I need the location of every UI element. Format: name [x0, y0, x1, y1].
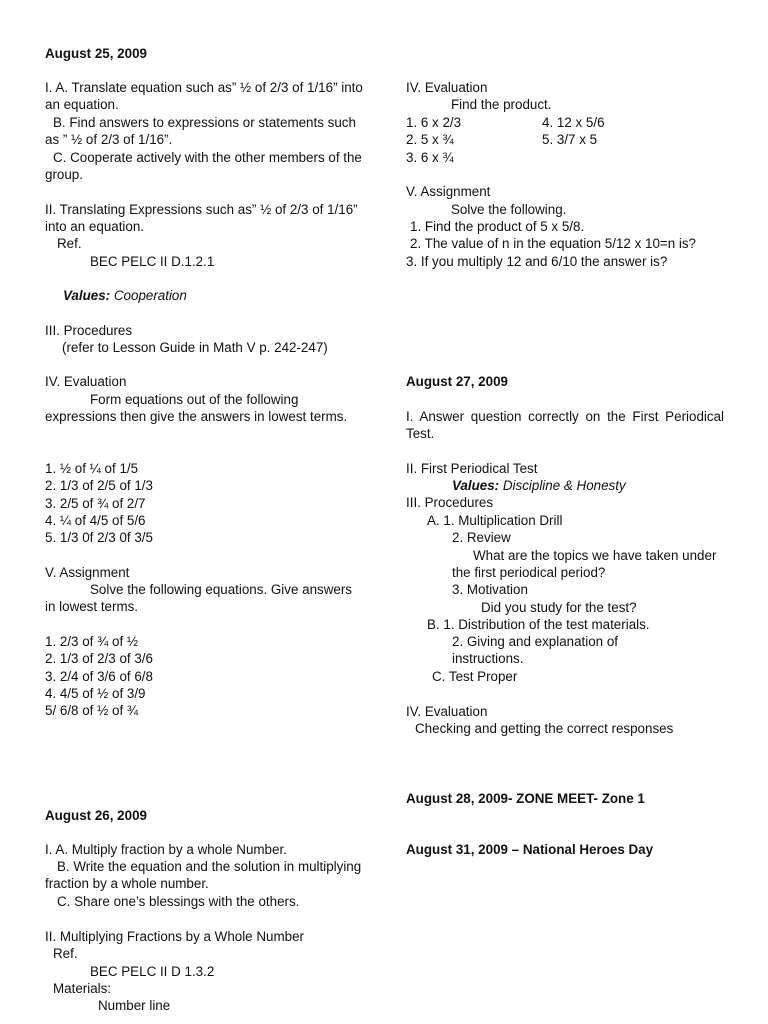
procedures-title: III. Procedures [406, 495, 494, 510]
ref-label: Ref. [53, 946, 78, 961]
list-item: 1. 2/3 of ¾ of ½ [45, 634, 139, 649]
procedures-note: (refer to Lesson Guide in Math V p. 242-247) [62, 340, 328, 355]
values-line [63, 287, 383, 304]
date-heading-aug27: August 27, 2009 [406, 374, 508, 389]
objective-c: C. Cooperate actively with the other members of the group. [45, 150, 362, 183]
date-heading-aug31: August 31, 2009 – National Heroes Day [406, 842, 654, 857]
procedure-c: C. Test Proper [432, 669, 518, 684]
procedure-b1: B. 1. Distribution of the test materials. [427, 617, 650, 632]
values-line [452, 477, 768, 494]
ref-code: BEC PELC II D.1.2.1 [90, 254, 215, 269]
procedure-a2: 2. Review [452, 530, 511, 545]
list-item: 2. 1/3 of 2/5 of 1/3 [45, 478, 153, 494]
objective: I. Answer question correctly on the First Periodical Test. [406, 409, 724, 442]
ref-code: BEC PELC II D 1.3.2 [90, 964, 215, 979]
objective-b: B. Find answers to expressions or statements such as ” ½ of 2/3 of 1/16”. [45, 115, 356, 148]
procedure-a3-text: Did you study for the test? [481, 600, 637, 615]
assignment-title: V. Assignment [406, 184, 491, 199]
evaluation-title: IV. Evaluation [406, 704, 488, 719]
list-item: 1. 6 x 2/3 [406, 115, 462, 130]
list-item: 3. If you multiply 12 and 6/10 the answer is? [406, 253, 668, 269]
date-heading-aug25: August 25, 2009 [45, 46, 147, 61]
list-item: 2. 5 x ¾ [406, 132, 454, 148]
evaluation-list [406, 114, 724, 166]
assignment-list [45, 633, 365, 719]
assignment-list [406, 218, 724, 270]
evaluation-text: Checking and getting the correct responses [415, 721, 674, 736]
list-item: 4. ¼ of 4/5 of 5/6 [45, 512, 146, 528]
values-text: Cooperation [113, 288, 187, 303]
values-label: Values: [63, 288, 111, 303]
list-item: 3. 2/4 of 3/6 of 6/8 [45, 668, 153, 684]
assignment-instructions: Solve the following equations. Give answers in lowest terms. [45, 582, 353, 615]
list-item: 5/ 6/8 of ½ of ¾ [45, 703, 139, 719]
subject-matter-title: II. Multiplying Fractions by a Whole Number [45, 929, 304, 944]
procedures-title: III. Procedures [45, 323, 133, 338]
list-item: 5. 3/7 x 5 [542, 132, 598, 148]
assignment-title: V. Assignment [45, 565, 130, 580]
procedure-b2: 2. Giving and explanation of instructions. [452, 634, 619, 667]
objective-b: B. Write the equation and the solution in multiplying fraction by a whole number. [45, 859, 362, 892]
list-item: 1. ½ of ¼ of 1/5 [45, 461, 139, 476]
evaluation-col-1 [406, 114, 542, 166]
evaluation-title: IV. Evaluation [406, 80, 488, 95]
procedure-a1: A. 1. Multiplication Drill [427, 513, 563, 528]
objective-a: I. A. Multiply fraction by a whole Number. [45, 842, 287, 857]
evaluation-title: IV. Evaluation [45, 374, 127, 389]
procedure-a2-text: What are the topics we have taken under the first periodical period? [452, 548, 717, 581]
subject-matter-title: II. First Periodical Test [406, 461, 538, 476]
procedure-a3: 3. Motivation [452, 582, 528, 597]
evaluation-col-2 [542, 114, 605, 166]
evaluation-list [45, 460, 365, 546]
values-label: Values: [452, 478, 500, 493]
list-item: 2. 1/3 of 2/3 of 3/6 [45, 651, 153, 667]
values-text: Discipline & Honesty [502, 478, 626, 493]
list-item: 4. 12 x 5/6 [542, 115, 605, 130]
ref-label: Ref. [57, 236, 82, 251]
list-item: 3. 2/5 of ¾ of 2/7 [45, 495, 146, 511]
date-heading-aug28: August 28, 2009- ZONE MEET- Zone 1 [406, 791, 645, 806]
subject-matter-title: II. Translating Expressions such as” ½ of 2/3 of 1/16” into an equation. [45, 202, 358, 235]
list-item: 3. 6 x ¾ [406, 149, 454, 165]
materials-text: Number line [98, 998, 171, 1013]
list-item: 5. 1/3 0f 2/3 0f 3/5 [45, 530, 153, 546]
list-item: 1. Find the product of 5 x 5/8. [410, 219, 585, 234]
assignment-instructions: Solve the following. [451, 202, 567, 217]
evaluation-instructions: Find the product. [451, 97, 552, 112]
list-item: 2. The value of n in the equation 5/12 x 10=n is? [410, 236, 697, 252]
date-heading-aug26: August 26, 2009 [45, 808, 147, 823]
materials-label: Materials: [53, 981, 112, 996]
list-item: 4. 4/5 of ½ of 3/9 [45, 685, 146, 701]
objective-a: I. A. Translate equation such as” ½ of 2/3 of 1/16” into an equation. [45, 80, 363, 113]
evaluation-instructions: Form equations out of the following expressions then give the answers in lowest terms. [45, 392, 348, 425]
objective-c: C. Share one’s blessings with the others. [57, 894, 300, 909]
